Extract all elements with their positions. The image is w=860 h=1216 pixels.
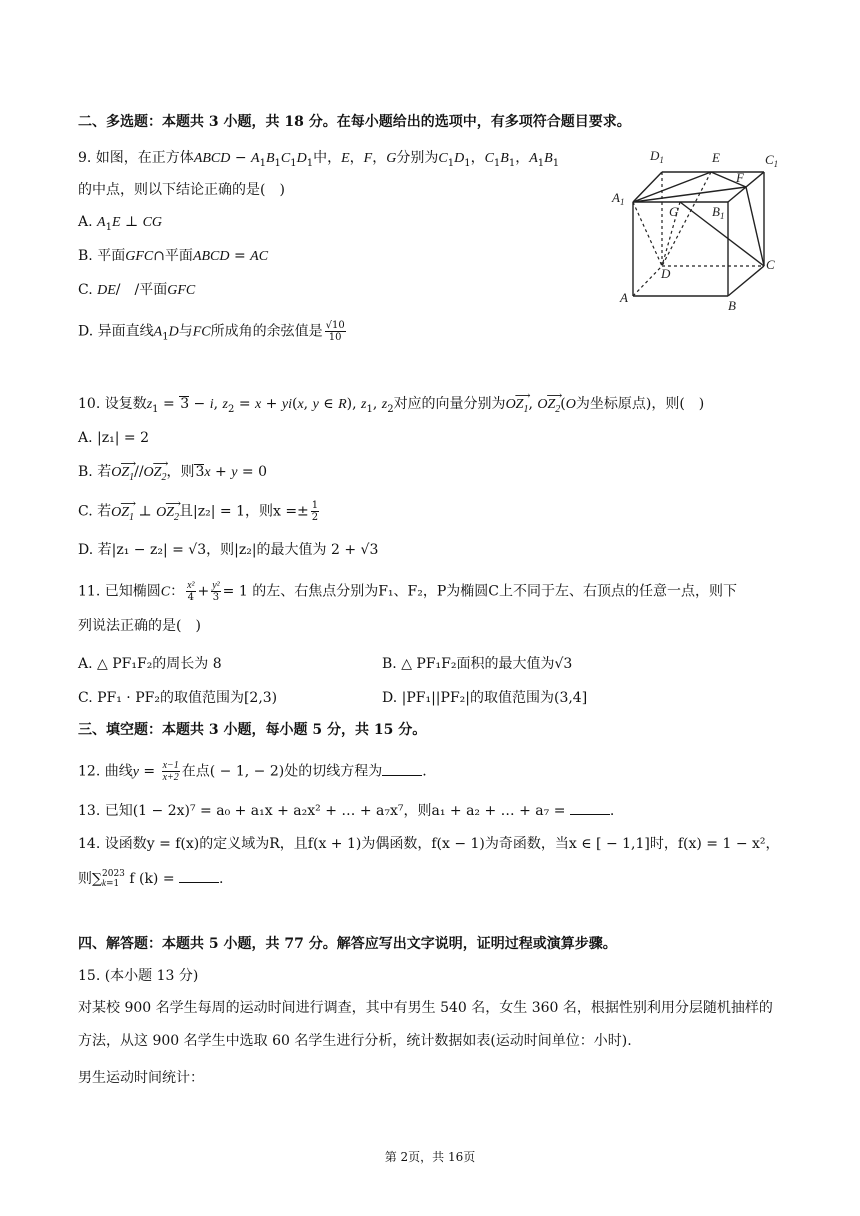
q9-c-label: C. xyxy=(78,282,98,298)
q9-b-mid: ∩平面 xyxy=(153,248,193,264)
q9-d-label: D. 异面直线 xyxy=(78,323,154,340)
q11-stem-line1: 11. 已知椭圆C： $\frac{\text{x²}}{4}$ + $\frac{\text{y²}}{3}$ = 1 的左、右焦点分别为F₁、F₂，P为椭圆C上不同于左、右顶点的任意一点，则下 xyxy=(78,580,738,603)
q9-d-rest: 所成角的余弦值是 xyxy=(210,323,323,340)
q9-mid: 中， xyxy=(313,150,342,166)
q9-option-b: B. 平面GFC∩平面ABCD = AC xyxy=(78,248,269,264)
q9-b-label: B. 平面 xyxy=(78,248,126,264)
q11-pre: 11. 已知椭圆 xyxy=(78,583,161,600)
section-4-title: 四、解答题：本题共 5 小题，共 77 分。解答应写出文字说明，证明过程或演算步骤。 xyxy=(78,936,617,952)
q13-end: . xyxy=(609,803,615,819)
q12-end: . xyxy=(422,763,427,780)
q10-c-pre: C. 若 xyxy=(78,503,112,520)
q9-stem-line1: 9. 如图，在正方体ABCD − $A_1B_1C_1D_1$中，E，F，G分别为$C_1D_1$，$C_1B_1$，$A_1B_1$ xyxy=(78,150,560,169)
q12-pre: 12. 曲线 xyxy=(78,763,133,780)
label-d1: $D_1$ xyxy=(650,148,664,165)
section-2-title: 二、多选题：本题共 3 小题，共 18 分。在每小题给出的选项中，有多项符合题目要求。 xyxy=(78,114,631,130)
label-c1: $C_1$ xyxy=(765,152,779,169)
section-3-title: 三、填空题：本题共 3 小题，每小题 5 分，共 15 分。 xyxy=(78,722,427,738)
q13-blank[interactable] xyxy=(570,800,610,815)
label-a1: $A_1$ xyxy=(612,190,625,207)
q10-option-d: D. 若|z₁ − z₂| = √3，则|z₂|的最大值为 2 + √3 xyxy=(78,542,379,558)
q14-end: . xyxy=(219,871,224,887)
q10-stem-end: 为坐标原点)，则( ) xyxy=(575,396,705,412)
label-a: A xyxy=(620,290,628,305)
page-footer: 第 2页，共 16页 xyxy=(384,1150,476,1164)
q9-a-label: A. xyxy=(78,214,98,230)
q14-line1: 14. 设函数y = f(x)的定义域为R，且f(x + 1)为偶函数，f(x − 1)为奇函数，当x ∈ [ − 1,1]时，f(x) = 1 − x²， xyxy=(78,836,780,852)
q11-stem-line2: 列说法正确的是( ) xyxy=(78,618,201,634)
q10-option-b: B. 若⟶ $OZ_1//⟶$ $OZ_2$，则3x + y = 0 xyxy=(78,462,267,483)
label-e: E xyxy=(712,150,720,165)
q11-option-c: C. PF₁ · PF₂的取值范围为[2,3) xyxy=(78,690,278,706)
label-b: B xyxy=(728,298,736,313)
q12-blank[interactable] xyxy=(382,761,422,776)
q14-line2: 则∑ 2023 k=1 f (k) = . xyxy=(78,868,224,889)
q9-prefix: 9. 如图，在正方体 xyxy=(78,150,194,166)
label-g: G xyxy=(669,204,679,219)
q9-d-num: √10 xyxy=(325,320,345,331)
q10-option-c: C. 若⟶ $OZ_1$ ⊥ ⟶ $OZ_2$且|z₂| = 1，则x =± $\frac{1}{2}$ xyxy=(78,500,321,523)
q12: 12. 曲线y = $\frac{x-1}{x+2}$ 在点( − 1, − 2)处的切线方程为 . xyxy=(78,760,427,783)
q9-c-mid: / /平面 xyxy=(115,282,168,298)
q11-option-d: D. |PF₁||PF₂|的取值范围为(3,4] xyxy=(382,690,588,706)
q9-d-mid: 与 xyxy=(178,323,193,340)
q10-option-a: A. |z₁| = 2 xyxy=(78,430,149,446)
q10-stem: 10. 设复数$z_1 = 3 - i$, $z_2 = x + yi(x$, y ∈ R), $z_1$, $z_2$对应的向量分别为⟶ $OZ_1$, ⟶ $OZ_2(O$为坐标原点)，则( ) xyxy=(78,394,704,415)
q14-mid: f (k) = xyxy=(129,871,175,887)
q14-pre: 则 xyxy=(78,871,92,887)
q12-post: 在点( − 1, − 2)处的切线方程为 xyxy=(181,763,383,780)
label-f: F xyxy=(736,170,744,185)
q11-post: 的左、右焦点分别为F₁、F₂，P为椭圆C上不同于左、右顶点的任意一点，则下 xyxy=(252,583,738,600)
q9-option-a: A. $A_1E$ ⊥ CG xyxy=(78,214,163,233)
q15-paragraph: 对某校 900 名学生每周的运动时间进行调查，其中有男生 540 名，女生 360 名，根据性别利用分层随机抽样的方法，从这 900 名学生中选取 60 名学生进行分析，统计数据如表(运动时间单位：小时). xyxy=(78,1000,773,1049)
label-c: C xyxy=(766,257,775,272)
q10-b-pre: B. 若 xyxy=(78,464,112,480)
label-b1: $B_1$ xyxy=(712,204,725,221)
q9-stem-line2: 的中点，则以下结论正确的是( ) xyxy=(78,182,285,198)
q10-prefix: 10. 设复数 xyxy=(78,396,147,412)
q9-rest: 分别为 xyxy=(396,150,439,166)
q9-d-fraction xyxy=(325,320,346,343)
q13 xyxy=(78,800,614,821)
cube-figure xyxy=(608,144,788,314)
q10-b-post: ，则 xyxy=(166,464,195,480)
q9-d-den: 10 xyxy=(328,332,342,343)
q11-option-a: A. △ PF₁F₂的周长为 8 xyxy=(78,656,222,672)
q9-option-c: C. DE/ /平面GFC xyxy=(78,282,196,298)
q13-text: 13. 已知(1 − 2x)⁷ = a₀ + a₁x + a₂x² + … + a₇x⁷，则a₁ + a₂ + … + a₇ = xyxy=(78,803,566,819)
label-d: D xyxy=(661,266,671,281)
q11-option-b: B. △ PF₁F₂面积的最大值为√3 xyxy=(382,656,573,672)
q14-blank[interactable] xyxy=(179,868,219,883)
q9-option-d: D. 异面直线$A_1D$与FC所成角的余弦值是 $\frac{√10}{10}$ xyxy=(78,320,345,343)
q15-sub: 男生运动时间统计： xyxy=(78,1070,204,1086)
q15-head: 15. (本小题 13 分) xyxy=(78,968,199,984)
q10-c-mid: 且|z₂| = 1，则x =± xyxy=(179,503,309,520)
